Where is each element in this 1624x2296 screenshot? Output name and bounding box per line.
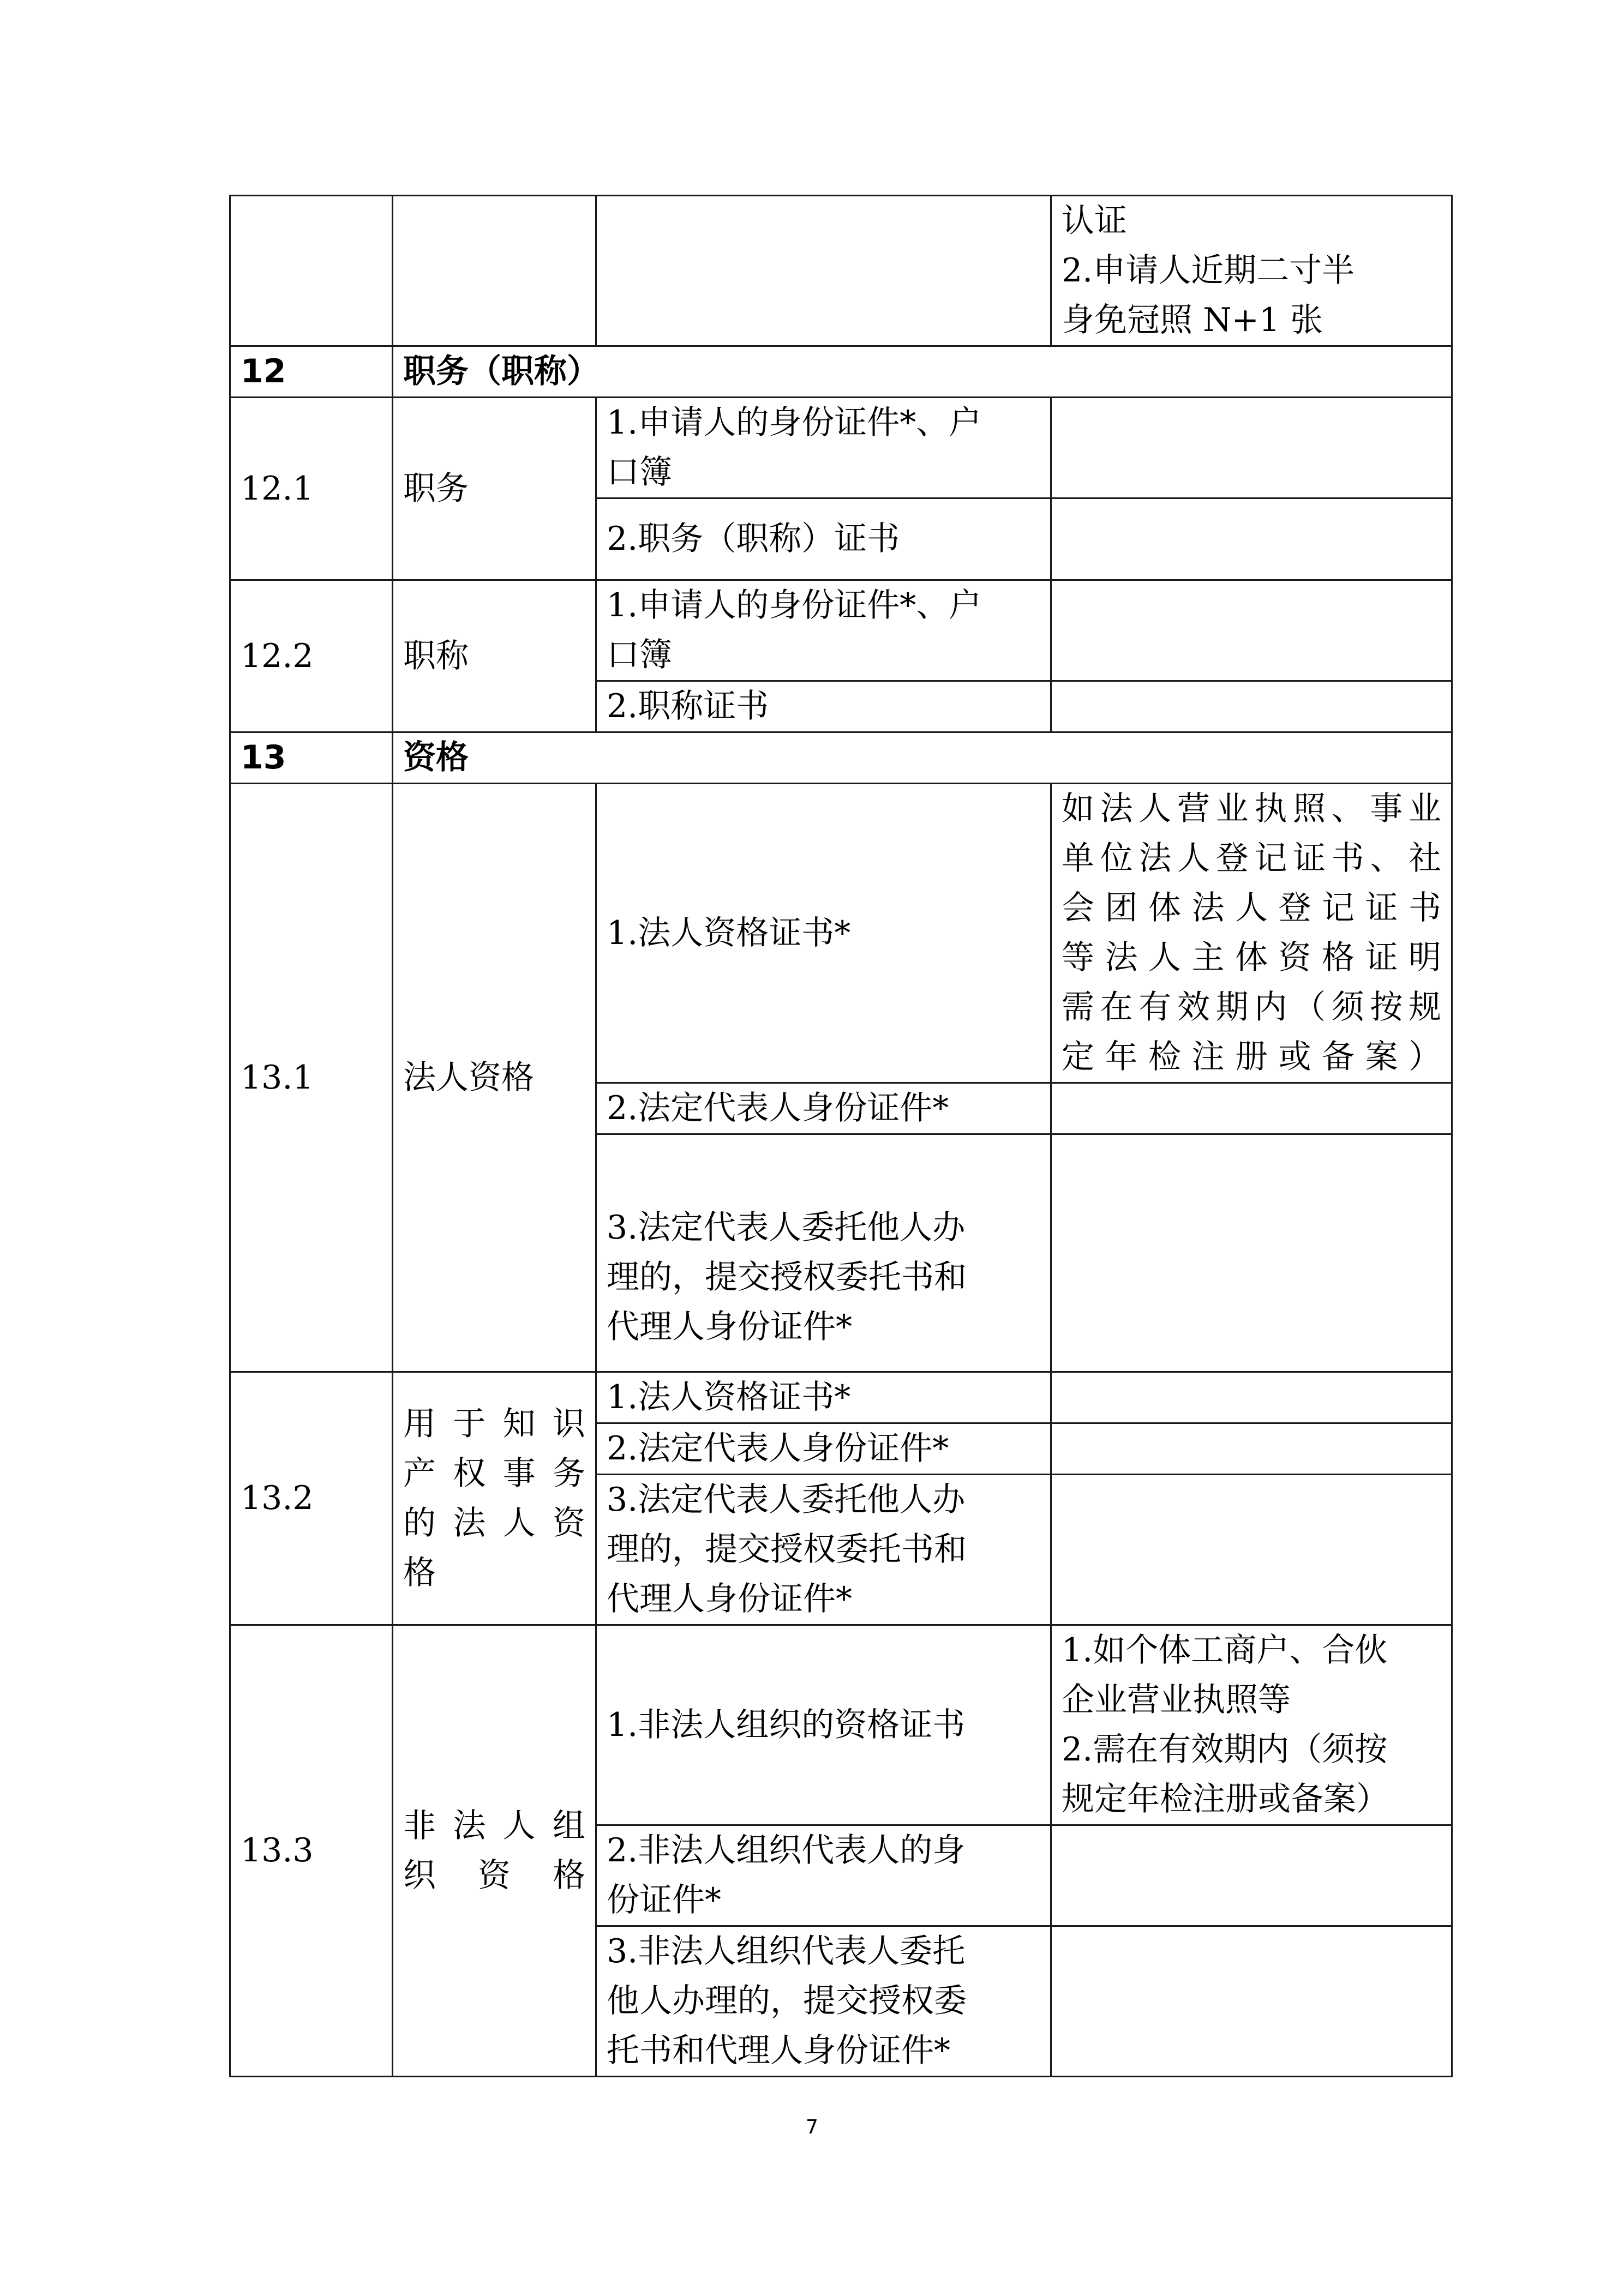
remark-cell — [1051, 1372, 1452, 1423]
table-row — [230, 1625, 1452, 1825]
empty-cell — [596, 196, 1051, 346]
remark-cell: 如法人营业执照、事业 单位法人登记证书、社 会团体法人登记证书 等法人主体资格证明 需在有效期内（须按规 定年检注册或备案） — [1051, 784, 1452, 1083]
remark-cell — [1051, 1423, 1452, 1475]
document-cell: 2.非法人组织代表人的身 份证件* — [596, 1825, 1051, 1926]
item-name: 非法人组 织资格 — [393, 1625, 596, 2077]
document-cell: 3.法定代表人委托他人办 理的，提交授权委托书和 代理人身份证件* — [596, 1134, 1051, 1372]
remark-cell — [1051, 1134, 1452, 1372]
remark-cell — [1051, 1475, 1452, 1625]
document-cell: 3.法定代表人委托他人办 理的，提交授权委托书和 代理人身份证件* — [596, 1475, 1051, 1625]
remark-cell — [1051, 681, 1452, 732]
empty-cell — [393, 196, 596, 346]
table-row — [230, 398, 1452, 498]
item-name: 用于知识 产权事务 的法人资 格 — [393, 1372, 596, 1625]
remark-cell — [1051, 580, 1452, 681]
section-number: 12 — [230, 346, 393, 398]
document-cell: 2.职称证书 — [596, 681, 1051, 732]
document-cell: 1.申请人的身份证件*、户 口簿 — [596, 398, 1051, 498]
remark-cell — [1051, 1926, 1452, 2077]
item-name: 职务 — [393, 398, 596, 580]
table-row-continuation — [230, 196, 1452, 346]
section-header-row — [230, 346, 1452, 398]
remark-cell — [1051, 398, 1452, 498]
item-number: 13.1 — [230, 784, 393, 1372]
document-cell: 1.法人资格证书* — [596, 784, 1051, 1083]
section-title: 职务（职称） — [393, 346, 1452, 398]
item-number: 12.2 — [230, 580, 393, 732]
table-row — [230, 580, 1452, 681]
remark-cell — [1051, 1083, 1452, 1134]
section-header-row — [230, 732, 1452, 784]
table-row — [230, 1372, 1452, 1423]
document-cell: 3.非法人组织代表人委托 他人办理的，提交授权委 托书和代理人身份证件* — [596, 1926, 1051, 2077]
document-cell: 2.法定代表人身份证件* — [596, 1083, 1051, 1134]
remark-cell — [1051, 1825, 1452, 1926]
remark-cell: 认证 2.申请人近期二寸半 身免冠照 N+1 张 — [1051, 196, 1452, 346]
document-cell: 2.法定代表人身份证件* — [596, 1423, 1051, 1475]
item-name: 职称 — [393, 580, 596, 732]
document-cell: 2.职务（职称）证书 — [596, 498, 1051, 580]
table-row — [230, 784, 1452, 1083]
item-number: 12.1 — [230, 398, 393, 580]
document-cell: 1.申请人的身份证件*、户 口簿 — [596, 580, 1051, 681]
empty-cell — [230, 196, 393, 346]
item-number: 13.2 — [230, 1372, 393, 1625]
remark-cell: 1.如个体工商户、合伙 企业营业执照等 2.需在有效期内（须按 规定年检注册或备案） — [1051, 1625, 1452, 1825]
page-number: 7 — [806, 2116, 818, 2138]
remark-cell — [1051, 498, 1452, 580]
document-cell: 1.法人资格证书* — [596, 1372, 1051, 1423]
requirements-table — [229, 195, 1453, 2077]
document-cell: 1.非法人组织的资格证书 — [596, 1625, 1051, 1825]
item-name: 法人资格 — [393, 784, 596, 1372]
section-title: 资格 — [393, 732, 1452, 784]
item-number: 13.3 — [230, 1625, 393, 2077]
section-number: 13 — [230, 732, 393, 784]
